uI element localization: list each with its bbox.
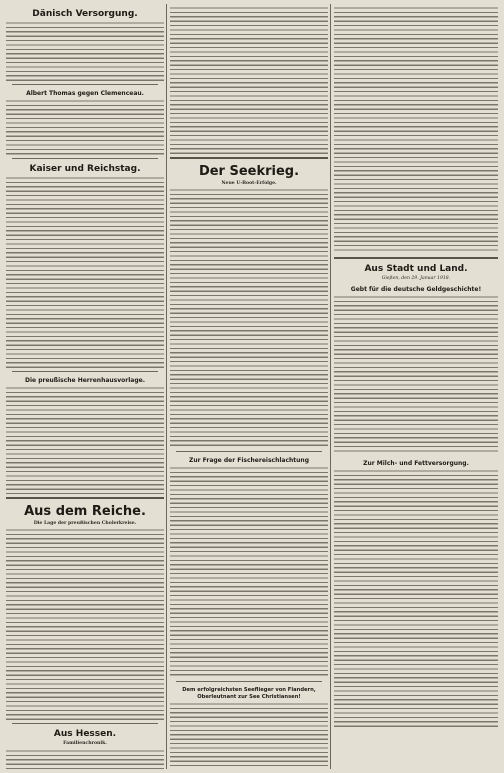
headline: Gebt für die deutsche Geldgeschichte! — [350, 286, 482, 294]
divider — [12, 723, 158, 724]
divider — [6, 497, 164, 499]
headline: Zur Milch- und Fettversorgung. — [363, 460, 469, 468]
divider — [334, 257, 498, 259]
text-block — [6, 176, 164, 368]
text-block — [334, 6, 498, 254]
text-block — [6, 528, 164, 720]
headline: Die preußische Herrenhausvorlage. — [25, 377, 145, 384]
headline: Albert Thomas gegen Clemenceau. — [26, 90, 144, 97]
text-block — [170, 6, 328, 154]
headline: Zur Frage der Fischereischlachtung — [188, 457, 309, 465]
divider — [170, 157, 328, 159]
divider — [12, 158, 158, 159]
divider — [12, 84, 158, 85]
text-block — [170, 188, 328, 448]
divider — [12, 371, 158, 372]
headline: Dänisch Versorgung. — [32, 9, 138, 19]
text-block — [6, 21, 164, 81]
text-block — [334, 469, 498, 729]
divider — [176, 451, 322, 452]
headline: Aus dem Reiche. — [24, 504, 146, 519]
column-1 — [6, 4, 164, 769]
dateline: Gießen, den 29. Januar 1918. — [381, 276, 451, 281]
column-rule — [166, 4, 167, 769]
text-block — [6, 99, 164, 155]
text-block — [170, 466, 328, 678]
divider — [176, 681, 322, 682]
headline: Dem erfolgreichsten Seeflieger von Flandern, Oberleutnant zur See Christiansen! — [182, 687, 316, 700]
headline: Aus Stadt und Land. — [364, 264, 468, 274]
text-block — [170, 702, 328, 769]
text-block — [334, 295, 498, 455]
column-2 — [170, 4, 328, 769]
headline: Aus Hessen. — [53, 729, 117, 740]
headline: Der Seekrieg. — [198, 164, 300, 179]
text-block — [6, 749, 164, 769]
subheadline: Familienchronik. — [63, 741, 107, 747]
column-rule — [330, 4, 331, 769]
column-3 — [334, 4, 498, 769]
subheadline: Die Lage der preußischen Cholerkreise. — [33, 521, 137, 526]
subheadline: Neue U-Boot-Erfolge. — [221, 181, 277, 186]
text-block — [6, 386, 164, 494]
headline: Kaiser und Reichstag. — [29, 164, 141, 174]
